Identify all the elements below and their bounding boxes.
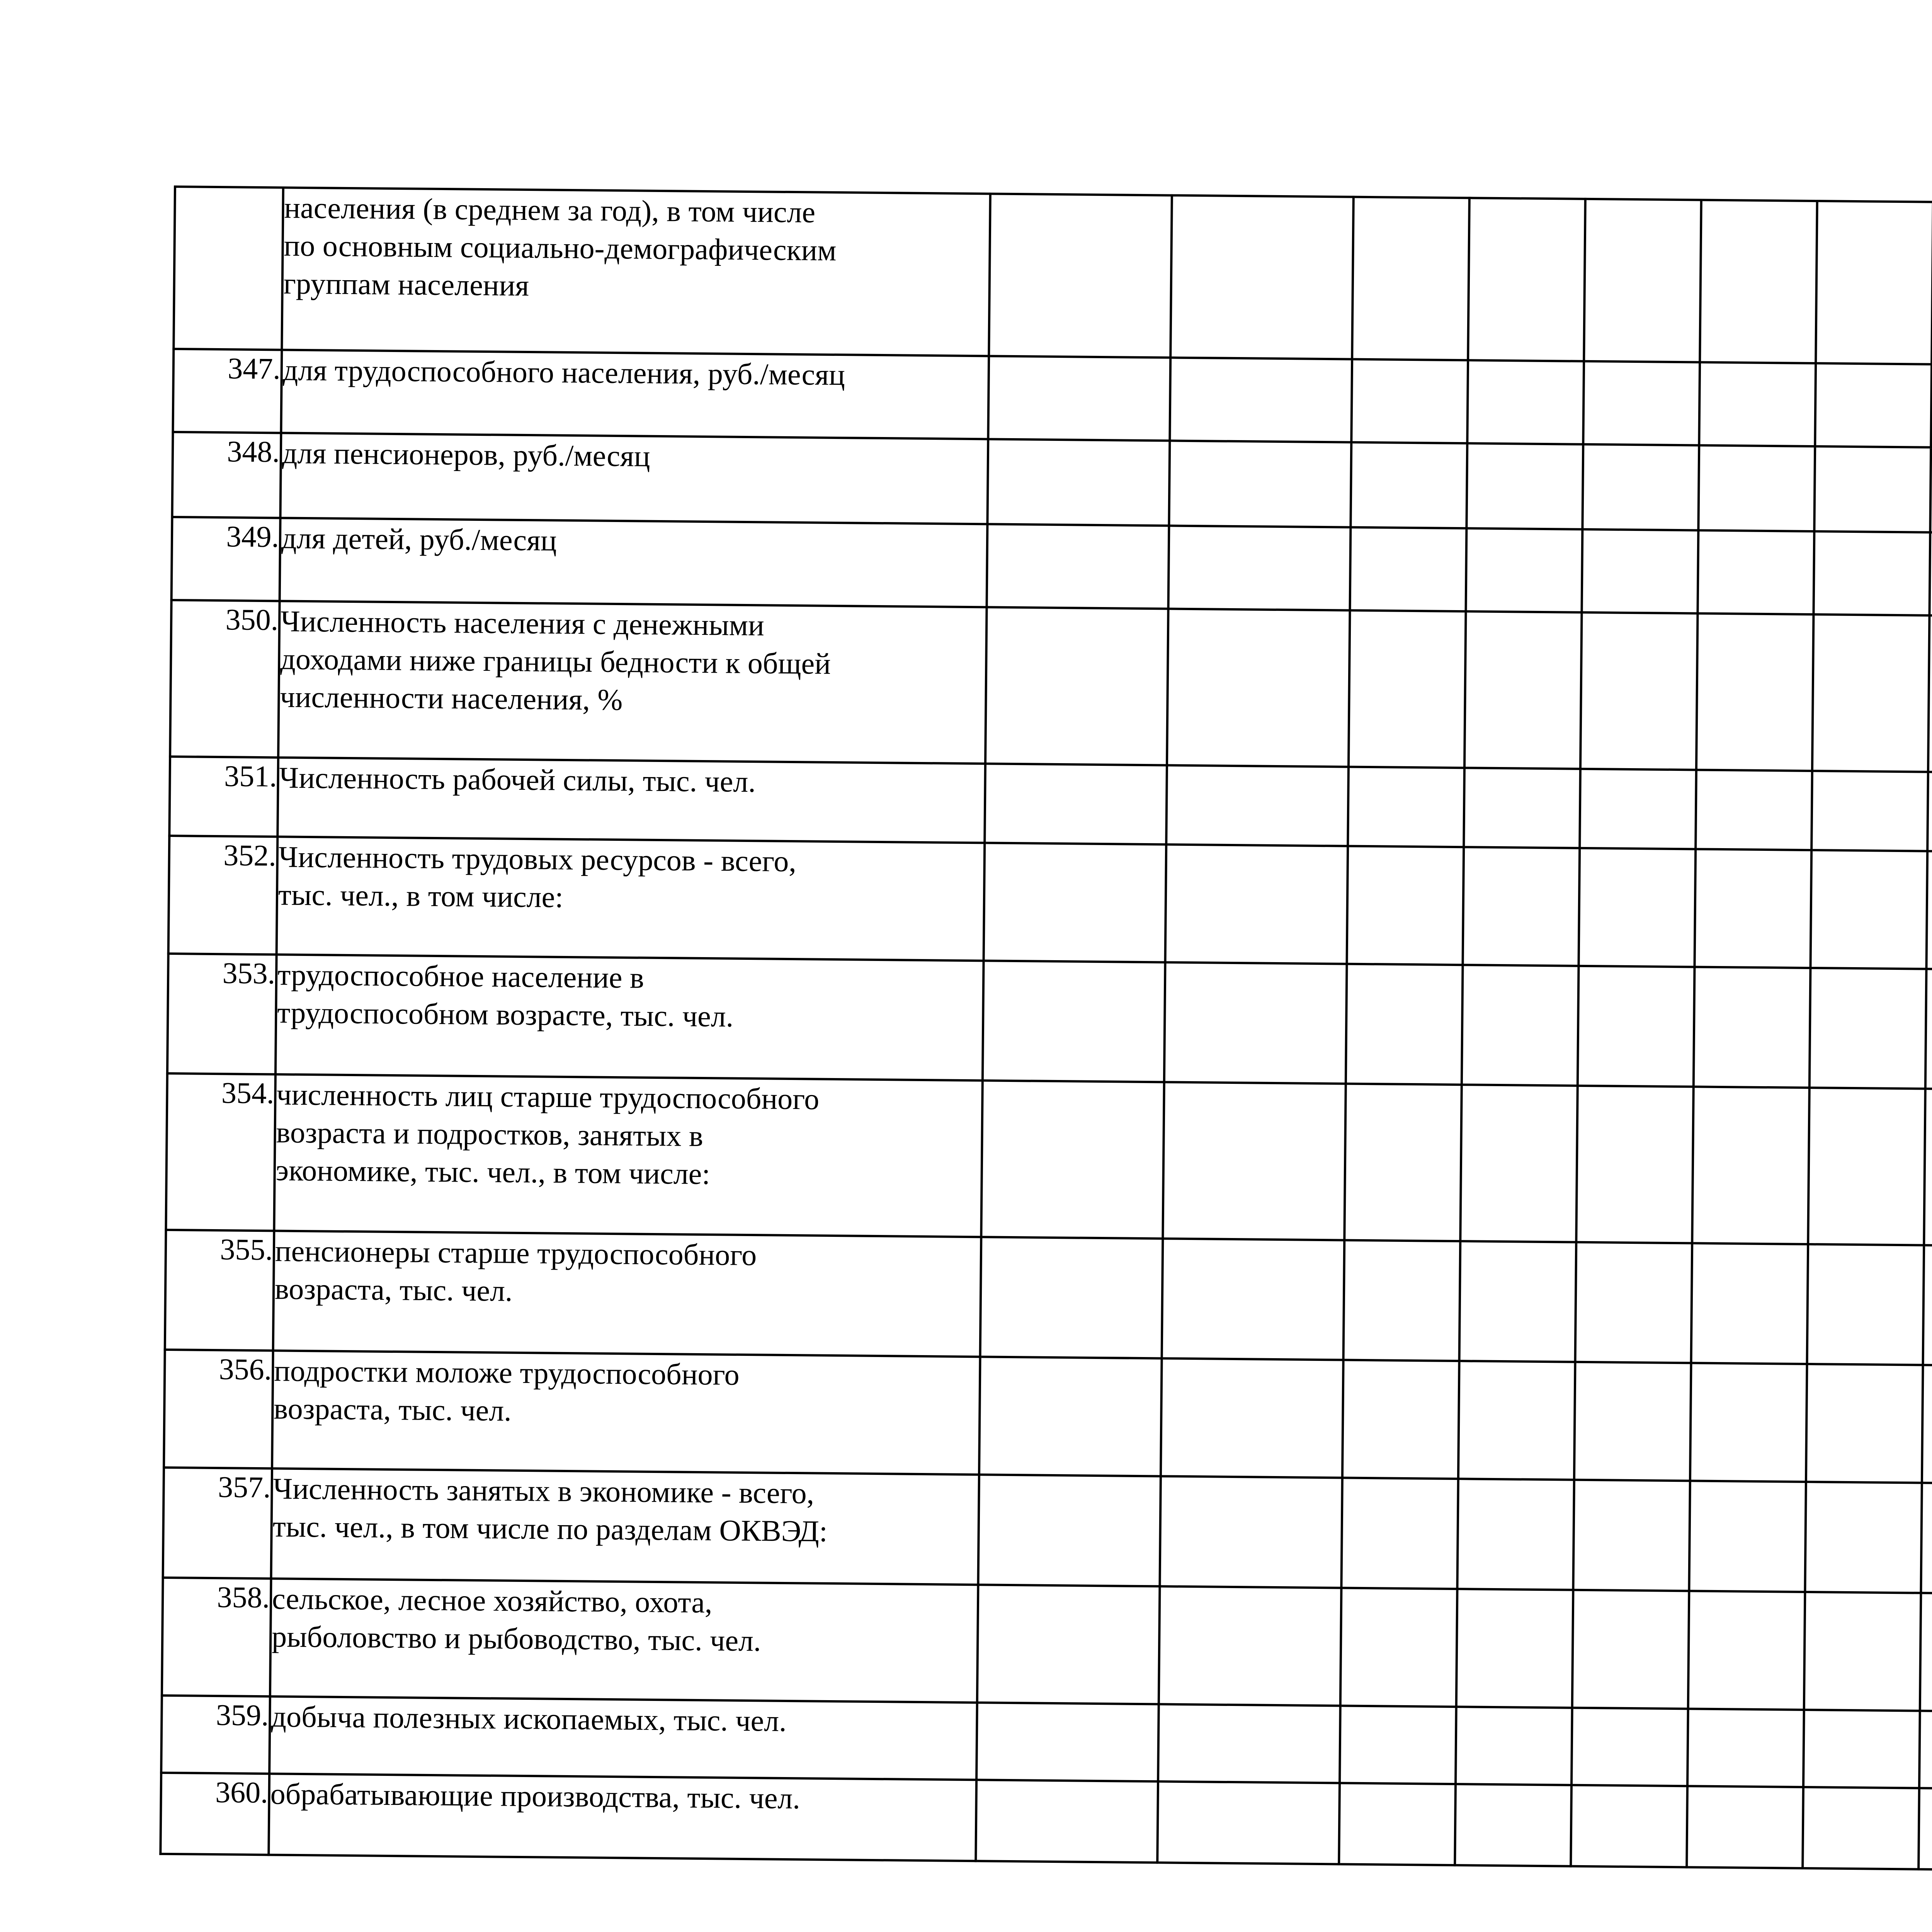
value-cell[interactable] (1929, 532, 1932, 617)
value-cell[interactable] (1698, 445, 1815, 531)
value-cell[interactable] (1168, 526, 1351, 611)
row-label: сельское, лесное хозяйство, охота, рыболовство и рыбоводство, тыс. чел. (270, 1578, 978, 1702)
value-cell[interactable] (1349, 611, 1466, 768)
value-cell[interactable] (1161, 1358, 1344, 1478)
row-number: 353. (167, 954, 277, 1074)
value-cell[interactable] (1584, 199, 1701, 362)
row-number: 349. (172, 517, 281, 601)
row-number (173, 187, 283, 350)
value-cell[interactable] (1815, 363, 1932, 447)
value-cell[interactable] (1165, 844, 1348, 964)
value-cell[interactable] (1344, 1084, 1462, 1242)
row-number: 355. (165, 1230, 274, 1350)
value-cell[interactable] (1580, 769, 1696, 849)
value-cell[interactable] (1930, 447, 1932, 534)
row-number: 351. (169, 757, 278, 837)
value-cell[interactable] (1158, 1704, 1340, 1783)
value-cell[interactable] (1578, 966, 1695, 1087)
value-cell[interactable] (1805, 1482, 1922, 1593)
value-cell[interactable] (1804, 1592, 1921, 1711)
value-cell[interactable] (1920, 1593, 1932, 1712)
value-cell[interactable] (1922, 1365, 1932, 1484)
value-cell[interactable] (1162, 1238, 1345, 1360)
value-cell[interactable] (1159, 1586, 1342, 1706)
value-cell[interactable] (1811, 771, 1928, 851)
indicator-table-wrapper (159, 185, 1932, 1878)
value-cell[interactable] (981, 1080, 1164, 1238)
value-cell[interactable] (1164, 962, 1347, 1083)
value-cell[interactable] (1574, 1362, 1691, 1481)
value-cell[interactable] (1925, 969, 1932, 1090)
value-cell[interactable] (1346, 964, 1463, 1085)
value-cell[interactable] (1573, 1480, 1690, 1591)
value-cell[interactable] (1580, 612, 1698, 770)
value-cell[interactable] (1924, 1089, 1932, 1247)
value-cell[interactable] (1575, 1242, 1692, 1363)
value-cell[interactable] (989, 194, 1172, 357)
row-label: трудоспособное население в трудоспособном возрасте, тыс. чел. (276, 954, 984, 1080)
value-cell[interactable] (1167, 609, 1350, 767)
row-number: 357. (163, 1468, 272, 1578)
value-cell[interactable] (1458, 1361, 1575, 1480)
value-cell[interactable] (1352, 197, 1469, 361)
value-cell[interactable] (1466, 528, 1583, 612)
value-cell[interactable] (1813, 531, 1930, 616)
row-label: населения (в среднем за год), в том числе по основным социально-демографическим группам населения (282, 187, 990, 356)
value-cell[interactable] (1350, 527, 1467, 612)
row-number: 347. (173, 349, 282, 433)
value-cell[interactable] (1688, 1591, 1805, 1710)
value-cell[interactable] (1468, 198, 1585, 361)
value-cell[interactable] (1462, 965, 1579, 1086)
value-cell[interactable] (977, 1585, 1160, 1704)
row-label: пенсионеры старше трудоспособного возраста, тыс. чел. (273, 1231, 981, 1357)
value-cell[interactable] (985, 764, 1167, 844)
value-cell[interactable] (980, 1237, 1163, 1358)
row-number: 352. (168, 836, 278, 954)
table-row (164, 1350, 1932, 1490)
table-row (167, 954, 1932, 1096)
value-cell[interactable] (1918, 1788, 1932, 1871)
value-cell[interactable] (1166, 765, 1349, 846)
value-cell[interactable] (1699, 362, 1816, 446)
value-cell[interactable] (1340, 1706, 1456, 1784)
value-cell[interactable] (1812, 614, 1930, 772)
row-number: 356. (164, 1350, 273, 1468)
row-label: Численность рабочей силы, тыс. чел. (277, 757, 985, 843)
value-cell[interactable] (1583, 361, 1700, 446)
value-cell[interactable] (984, 843, 1167, 962)
table-row (168, 836, 1932, 976)
value-cell[interactable] (1690, 1363, 1807, 1482)
value-cell[interactable] (1696, 613, 1814, 771)
value-cell[interactable] (1689, 1481, 1806, 1592)
value-cell[interactable] (1695, 849, 1812, 968)
value-cell[interactable] (1582, 529, 1698, 614)
table-row (165, 1230, 1932, 1372)
value-cell[interactable] (1579, 848, 1696, 967)
row-label: добыча полезных ископаемых, тыс. чел. (269, 1696, 977, 1780)
value-cell[interactable] (1921, 1483, 1932, 1594)
value-cell[interactable] (1169, 441, 1351, 527)
value-cell[interactable] (1344, 1240, 1461, 1361)
value-cell[interactable] (1808, 1088, 1925, 1245)
value-cell[interactable] (1923, 1245, 1932, 1366)
value-cell[interactable] (1460, 1085, 1578, 1242)
value-cell[interactable] (1803, 1787, 1919, 1869)
table-row (160, 1773, 1932, 1876)
value-cell[interactable] (1339, 1783, 1456, 1865)
value-cell[interactable] (1806, 1364, 1923, 1483)
value-cell[interactable] (1157, 1781, 1340, 1864)
value-cell[interactable] (1466, 443, 1583, 529)
row-label: подростки моложе трудоспособного возраста, тыс. чел. (272, 1350, 980, 1475)
value-cell[interactable] (1463, 847, 1580, 966)
value-cell[interactable] (1927, 772, 1932, 852)
value-cell[interactable] (987, 524, 1169, 609)
value-cell[interactable] (1459, 1241, 1577, 1362)
value-cell[interactable] (1455, 1784, 1571, 1866)
value-cell[interactable] (1457, 1479, 1574, 1590)
value-cell[interactable] (987, 439, 1170, 526)
value-cell[interactable] (1571, 1785, 1687, 1867)
value-cell[interactable] (1919, 1711, 1932, 1789)
value-cell[interactable] (1170, 358, 1352, 442)
row-label: для пенсионеров, руб./месяц (281, 433, 988, 524)
row-number: 358. (162, 1578, 271, 1696)
value-cell[interactable] (1571, 1708, 1688, 1786)
value-cell[interactable] (1163, 1082, 1346, 1240)
value-cell[interactable] (1697, 530, 1814, 614)
value-cell[interactable] (1694, 967, 1811, 1088)
value-cell[interactable] (978, 1475, 1160, 1586)
value-cell[interactable] (1464, 611, 1582, 769)
value-cell[interactable] (1810, 850, 1927, 969)
value-cell[interactable] (1696, 770, 1812, 850)
value-cell[interactable] (1816, 201, 1932, 364)
value-cell[interactable] (1810, 968, 1927, 1089)
value-cell[interactable] (1160, 1476, 1342, 1588)
value-cell[interactable] (988, 356, 1170, 440)
value-cell[interactable] (979, 1357, 1162, 1476)
value-cell[interactable] (1687, 1786, 1803, 1868)
table-row (162, 1578, 1932, 1718)
value-cell[interactable] (985, 607, 1168, 765)
table-row (166, 1073, 1932, 1252)
value-cell[interactable] (1576, 1086, 1694, 1243)
value-cell[interactable] (1456, 1589, 1573, 1708)
value-cell[interactable] (1467, 360, 1584, 444)
row-label: Численность занятых в экономике - всего, тыс. чел., в том числе по разделам ОКВЭД: (271, 1468, 979, 1585)
value-cell[interactable] (1692, 1087, 1810, 1244)
row-number: 354. (166, 1073, 276, 1231)
row-label: для детей, руб./месяц (280, 518, 988, 607)
row-label: обрабатывающие производства, тыс. чел. (269, 1774, 976, 1861)
value-cell[interactable] (1582, 444, 1699, 531)
value-cell[interactable] (1803, 1710, 1920, 1788)
value-cell[interactable] (1700, 200, 1817, 363)
value-cell[interactable] (1807, 1244, 1924, 1365)
value-cell[interactable] (976, 1780, 1158, 1862)
row-number: 360. (160, 1773, 269, 1855)
value-cell[interactable] (1347, 846, 1464, 965)
row-number: 350. (170, 600, 280, 757)
table-row (173, 187, 1932, 371)
value-cell[interactable] (976, 1702, 1159, 1781)
value-cell[interactable] (1170, 196, 1354, 359)
value-cell[interactable] (1691, 1243, 1808, 1364)
row-label: для трудоспособного населения, руб./месяц (281, 350, 989, 439)
value-cell[interactable] (1351, 359, 1468, 444)
row-label: Численность трудовых ресурсов - всего, тыс. чел., в том числе: (277, 837, 985, 961)
table-row (170, 600, 1932, 779)
row-label: численность лиц старше трудоспособного возраста и подростков, занятых в экономике, тыс. чел., в том числе: (274, 1074, 982, 1237)
value-cell[interactable] (983, 961, 1165, 1082)
row-number: 348. (172, 432, 281, 518)
value-cell[interactable] (1464, 768, 1580, 848)
value-cell[interactable] (1340, 1588, 1458, 1707)
value-cell[interactable] (1814, 446, 1931, 532)
value-cell[interactable] (1341, 1478, 1458, 1589)
value-cell[interactable] (1350, 442, 1467, 529)
value-cell[interactable] (1926, 851, 1932, 970)
value-cell[interactable] (1348, 767, 1464, 847)
row-number: 359. (161, 1696, 270, 1774)
row-label: Численность населения с денежными доходами ниже границы бедности к общей численности населения, % (278, 601, 986, 764)
value-cell[interactable] (1342, 1360, 1459, 1479)
value-cell[interactable] (1687, 1709, 1804, 1787)
indicator-table (159, 185, 1932, 1878)
value-cell[interactable] (1572, 1590, 1689, 1709)
value-cell[interactable] (1456, 1707, 1572, 1785)
